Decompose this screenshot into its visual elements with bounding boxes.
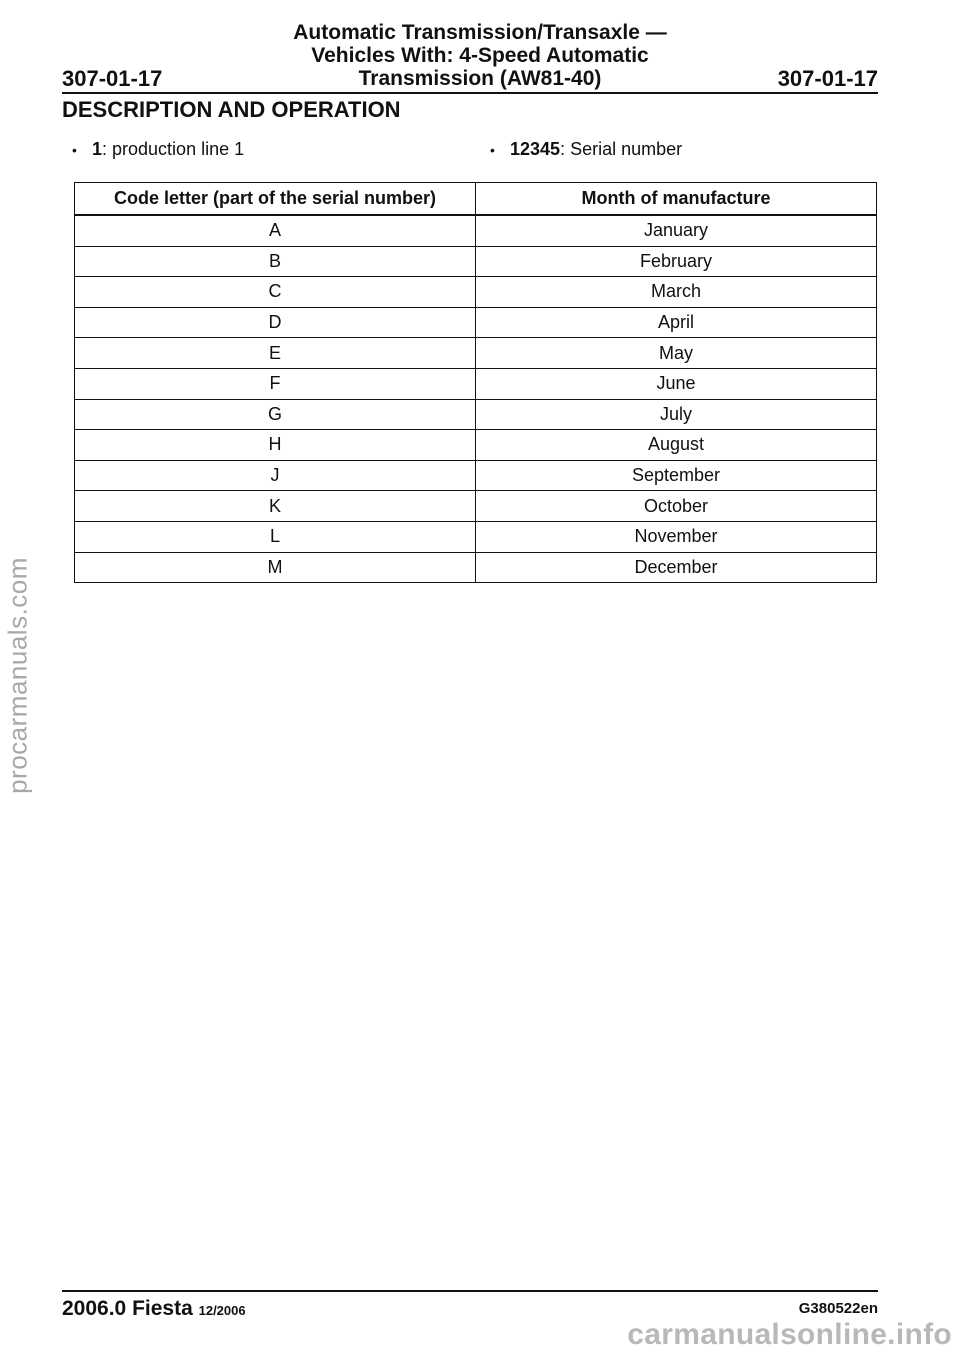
section-title: DESCRIPTION AND OPERATION	[62, 97, 401, 122]
month-cell: April	[476, 307, 877, 338]
code-letter-cell: D	[75, 307, 476, 338]
table-row	[75, 368, 877, 399]
month-cell: October	[476, 491, 877, 522]
table-row	[75, 399, 877, 430]
table-row	[75, 307, 877, 338]
table-header-row	[75, 183, 877, 216]
month-cell: January	[476, 215, 877, 246]
bullet-text: : Serial number	[560, 139, 683, 159]
bullet-item	[490, 139, 682, 160]
header-title-line3: Transmission (AW81-40)	[358, 67, 602, 90]
table-row	[75, 246, 877, 277]
table-row	[75, 460, 877, 491]
code-letter-cell: E	[75, 338, 476, 369]
code-letter-cell: H	[75, 430, 476, 461]
month-cell: February	[476, 246, 877, 277]
bullet-key: 1	[92, 139, 103, 159]
bullet-icon: •	[72, 142, 77, 158]
table-row	[75, 215, 877, 246]
column-header-code-letter: Code letter (part of the serial number)	[75, 183, 476, 216]
page-code-right: 307-01-17	[777, 66, 878, 91]
page-code-left: 307-01-17	[62, 66, 163, 91]
code-letter-cell: G	[75, 399, 476, 430]
footer-date: 12/2006	[198, 1303, 246, 1318]
header-rule	[62, 92, 878, 94]
table-row	[75, 521, 877, 552]
table-row	[75, 430, 877, 461]
header-title-line1: Automatic Transmission/Transaxle —	[293, 21, 667, 44]
table-row	[75, 491, 877, 522]
month-cell: March	[476, 277, 877, 308]
table-row	[75, 552, 877, 583]
table-row	[75, 277, 877, 308]
code-letter-cell: B	[75, 246, 476, 277]
table-body	[75, 215, 877, 583]
month-cell: December	[476, 552, 877, 583]
code-letter-cell: F	[75, 368, 476, 399]
bottom-watermark: carmanualsonline.info	[627, 1318, 952, 1351]
code-letter-cell: M	[75, 552, 476, 583]
month-cell: May	[476, 338, 877, 369]
code-letter-cell: A	[75, 215, 476, 246]
month-cell: June	[476, 368, 877, 399]
code-letter-cell: C	[75, 277, 476, 308]
bullet-icon: •	[490, 142, 495, 158]
code-letter-table	[74, 182, 877, 583]
footer-doc-id: G380522en	[798, 1300, 878, 1317]
footer-model	[62, 1297, 246, 1321]
code-letter-cell: L	[75, 521, 476, 552]
month-cell: September	[476, 460, 877, 491]
column-header-month: Month of manufacture	[476, 183, 877, 216]
side-watermark: procarmanuals.com	[2, 557, 33, 794]
bullet-text: : production line 1	[102, 139, 245, 159]
header-title-line2: Vehicles With: 4-Speed Automatic	[311, 44, 649, 67]
month-cell: November	[476, 521, 877, 552]
bullet-item	[72, 139, 244, 160]
code-letter-cell: K	[75, 491, 476, 522]
bullet-key: 12345	[510, 139, 561, 159]
footer-rule	[62, 1290, 878, 1292]
code-letter-cell: J	[75, 460, 476, 491]
table-row	[75, 338, 877, 369]
month-cell: July	[476, 399, 877, 430]
month-cell: August	[476, 430, 877, 461]
footer-model-name: 2006.0 Fiesta	[62, 1297, 193, 1320]
